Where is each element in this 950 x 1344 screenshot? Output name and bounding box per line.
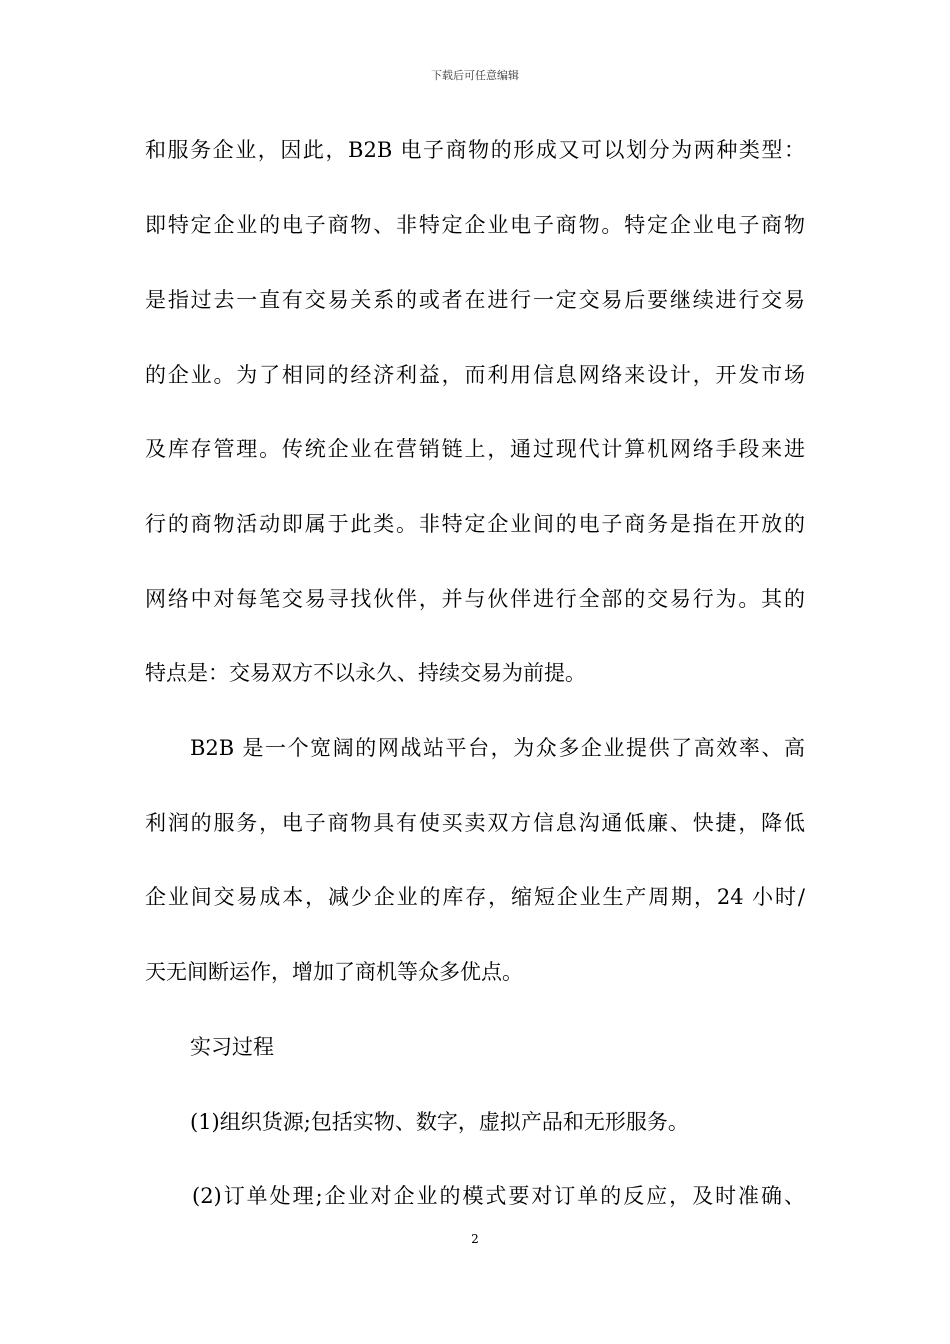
- list-item: (2)订单处理;企业对企业的模式要对订单的反应，及时准确、: [192, 1184, 805, 1208]
- text-line: 的企业。为了相同的经济利益，而利用信息网络来设计，开发市场: [145, 363, 805, 387]
- text-line: 网络中对每笔交易寻找伙伴，并与伙伴进行全部的交易行为。其的: [145, 587, 805, 611]
- page-header: 下载后可任意编辑: [431, 69, 519, 82]
- text-line: 和服务企业，因此，B2B 电子商物的形成又可以划分为两种类型：: [145, 138, 805, 162]
- section-heading: 实习过程: [190, 1035, 274, 1059]
- text-line: 特点是：交易双方不以永久、持续交易为前提。: [145, 661, 586, 685]
- list-item: (1)组织货源;包括实物、数字，虚拟产品和无形服务。: [190, 1110, 689, 1134]
- page-number: 2: [471, 1232, 479, 1246]
- text-line: B2B 是一个宽阔的网战站平台，为众多企业提供了高效率、高: [190, 736, 805, 760]
- text-line: 利润的服务，电子商物具有使买卖双方信息沟通低廉、快捷，降低: [145, 811, 805, 835]
- text-line: 是指过去一直有交易关系的或者在进行一定交易后要继续进行交易: [145, 288, 805, 312]
- text-line: 天无间断运作，增加了商机等众多优点。: [145, 960, 523, 984]
- text-line: 企业间交易成本，减少企业的库存，缩短企业生产周期，24 小时/: [145, 885, 805, 909]
- text-line: 行的商物活动即属于此类。非特定企业间的电子商务是指在开放的: [145, 512, 805, 536]
- text-line: 及库存管理。传统企业在营销链上，通过现代计算机网络手段来进: [145, 437, 805, 461]
- text-line: 即特定企业的电子商物、非特定企业电子商物。特定企业电子商物: [145, 213, 805, 237]
